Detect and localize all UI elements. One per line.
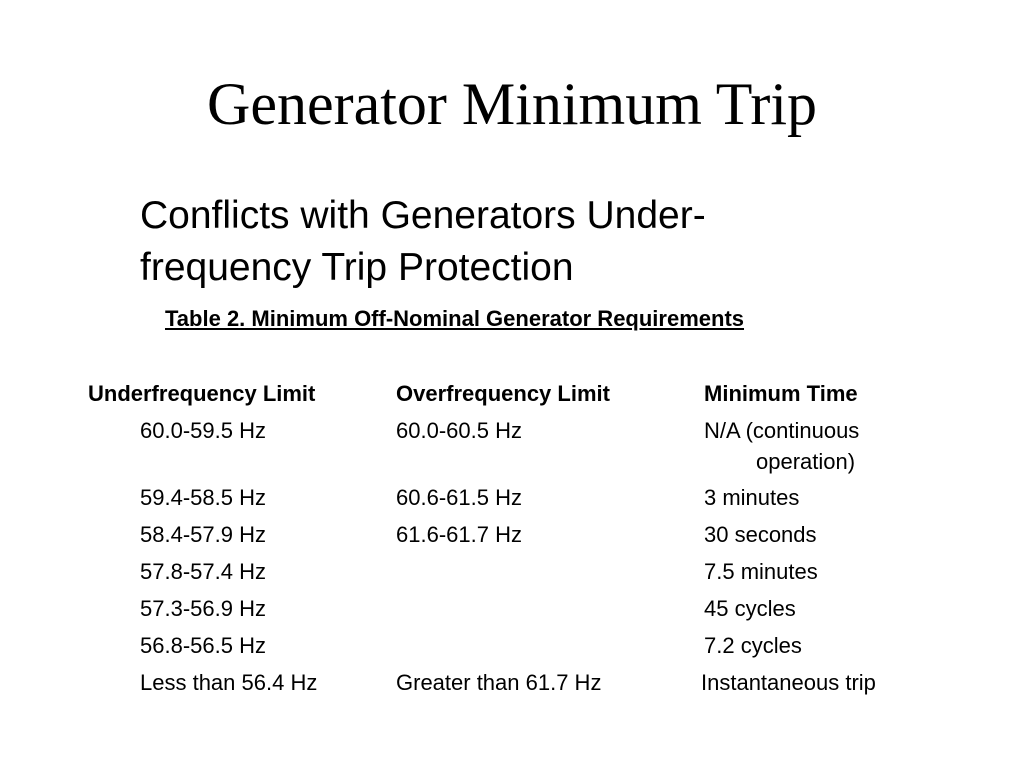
- table-caption: Table 2. Minimum Off-Nominal Generator Requirements: [165, 306, 745, 331]
- subtitle-line-2: frequency Trip Protection: [140, 246, 574, 289]
- row-5-underfrequency: 56.8-56.5 Hz: [140, 633, 266, 658]
- row-0-time-line-1: N/A (continuous: [704, 418, 860, 443]
- slide-subtitle: [140, 190, 860, 294]
- row-1-time: 3 minutes: [704, 485, 800, 510]
- row-1-overfrequency: 60.6-61.5 Hz: [396, 485, 522, 510]
- row-0-underfrequency: 60.0-59.5 Hz: [140, 418, 266, 443]
- row-1-underfrequency: 59.4-58.5 Hz: [140, 485, 266, 510]
- header-minimum-time: Minimum Time: [704, 381, 858, 406]
- row-5-time: 7.2 cycles: [704, 633, 802, 658]
- row-0-time-line-2: operation): [756, 449, 856, 474]
- header-underfrequency: Underfrequency Limit: [88, 381, 316, 406]
- subtitle-line-1: Conflicts with Generators Under-: [140, 194, 706, 237]
- row-2-overfrequency: 61.6-61.7 Hz: [396, 522, 522, 547]
- row-3-time: 7.5 minutes: [704, 559, 818, 584]
- row-6-underfrequency: Less than 56.4 Hz: [140, 670, 318, 695]
- row-0-overfrequency: 60.0-60.5 Hz: [396, 418, 522, 443]
- row-3-underfrequency: 57.8-57.4 Hz: [140, 559, 266, 584]
- row-4-time: 45 cycles: [704, 596, 796, 621]
- row-2-time: 30 seconds: [704, 522, 817, 547]
- row-6-overfrequency: Greater than 61.7 Hz: [396, 670, 602, 695]
- slide-title: Generator Minimum Trip: [207, 71, 817, 137]
- row-4-underfrequency: 57.3-56.9 Hz: [140, 596, 266, 621]
- row-6-time: Instantaneous trip: [701, 670, 876, 695]
- row-2-underfrequency: 58.4-57.9 Hz: [140, 522, 266, 547]
- header-overfrequency: Overfrequency Limit: [396, 381, 610, 406]
